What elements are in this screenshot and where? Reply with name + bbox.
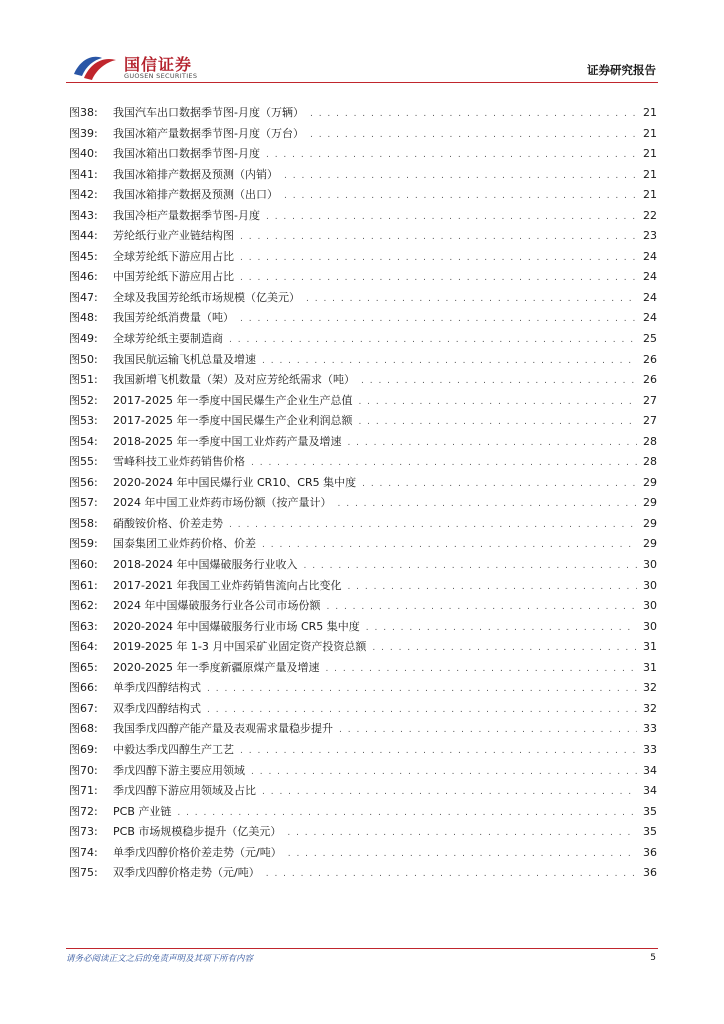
toc-entry-label: 图72:	[69, 804, 98, 818]
toc-leader-dots	[251, 767, 637, 777]
toc-leader-dots	[266, 212, 637, 222]
toc-entry-label: 图52:	[69, 393, 98, 407]
toc-leader-dots	[229, 520, 637, 530]
toc-entry[interactable]	[69, 659, 657, 680]
toc-entry[interactable]	[69, 309, 657, 330]
toc-entry-title[interactable]: 2019-2025 年 1-3 月中国采矿业固定资产投资总额	[113, 640, 367, 654]
toc-entry-title[interactable]: 我国民航运输飞机总量及增速	[113, 352, 256, 366]
toc-entry[interactable]	[69, 803, 657, 824]
toc-entry-title[interactable]: 芳纶纸行业产业链结构图	[113, 229, 234, 243]
toc-entry-label: 图38:	[69, 106, 98, 119]
toc-entry-page[interactable]: 25	[643, 332, 657, 346]
toc-entry-label: 图40:	[69, 147, 98, 161]
toc-entry-label: 图46:	[69, 270, 98, 284]
toc-entry-title[interactable]: 2018-2024 年中国爆破服务行业收入	[113, 558, 298, 572]
toc-entry-page[interactable]: 21	[643, 126, 657, 140]
toc-entry[interactable]	[69, 371, 657, 392]
toc-entry-page[interactable]: 31	[643, 660, 657, 674]
toc-entry-label: 图57:	[69, 496, 98, 510]
toc-entry[interactable]	[69, 700, 657, 721]
toc-entry[interactable]	[69, 597, 657, 618]
toc-entry-title[interactable]: PCB 市场规模稳步提升（亿美元）	[113, 825, 282, 839]
toc-entry-page[interactable]: 36	[643, 866, 657, 880]
toc-leader-dots	[372, 643, 637, 653]
toc-leader-dots	[207, 705, 637, 715]
toc-entry-page[interactable]: 29	[643, 475, 657, 489]
toc-entry-title[interactable]: 2020-2025 年一季度新疆原煤产量及增速	[113, 660, 320, 674]
toc-entry-label: 图39:	[69, 126, 98, 140]
toc-entry[interactable]	[69, 844, 657, 865]
toc-entry-page[interactable]: 21	[643, 167, 657, 181]
toc-entry-page[interactable]: 21	[643, 147, 657, 161]
toc-entry-page[interactable]: 21	[643, 188, 657, 202]
toc-entry-title[interactable]: 我国冰箱出口数据季节图-月度	[113, 147, 260, 161]
toc-entry[interactable]	[69, 104, 657, 125]
toc-leader-dots	[362, 479, 637, 489]
toc-entry[interactable]	[69, 577, 657, 598]
toc-entry-title[interactable]: 我国冰箱产量数据季节图-月度（万台）	[113, 126, 304, 140]
toc-entry-label: 图75:	[69, 866, 98, 880]
toc-leader-dots	[229, 335, 637, 345]
toc-entry-title[interactable]: 单季戊四醇价格价差走势（元/吨）	[113, 845, 282, 859]
toc-entry-title[interactable]: 2020-2024 年中国民爆行业 CR10、CR5 集中度	[113, 475, 357, 489]
toc-leader-dots	[310, 130, 637, 140]
toc-entry[interactable]	[69, 782, 657, 803]
toc-leader-dots	[240, 314, 637, 324]
page-number: 5	[650, 953, 656, 963]
toc-entry-title[interactable]: 我国冰箱排产数据及预测（出口）	[113, 188, 278, 202]
toc-entry-title[interactable]: 季戊四醇下游主要应用领域	[113, 763, 245, 777]
toc-entry-label: 图74:	[69, 845, 98, 859]
logo-text-en: GUOSEN SECURITIES	[124, 72, 198, 80]
toc-entry[interactable]	[69, 474, 657, 495]
toc-leader-dots	[306, 294, 637, 304]
toc-leader-dots	[266, 869, 637, 879]
toc-entry[interactable]	[69, 741, 657, 762]
toc-entry[interactable]	[69, 330, 657, 351]
toc-entry-page[interactable]: 34	[643, 763, 657, 777]
toc-entry-title[interactable]: 我国冷柜产量数据季节图-月度	[113, 208, 260, 222]
toc-entry-label: 图59:	[69, 537, 98, 551]
guosen-logo	[72, 52, 202, 84]
toc-entry-page[interactable]: 29	[643, 516, 657, 530]
guosen-logo-icon	[72, 52, 120, 82]
toc-leader-dots	[262, 787, 637, 797]
toc-entry[interactable]	[69, 618, 657, 639]
toc-entry[interactable]	[69, 268, 657, 289]
toc-entry-title[interactable]: 我国芳纶纸消费量（吨）	[113, 311, 234, 325]
toc-leader-dots	[325, 664, 637, 674]
logo-text-cn: 国信证券	[124, 55, 193, 74]
toc-entry-title[interactable]: 硝酸铵价格、价差走势	[113, 516, 223, 530]
toc-entry-title[interactable]: 我国冰箱排产数据及预测（内销）	[113, 167, 278, 181]
toc-entry-title[interactable]: 双季戊四醇结构式	[113, 701, 201, 715]
header-divider	[66, 82, 658, 83]
toc-leader-dots	[240, 273, 637, 283]
toc-entry-title[interactable]: 2024 年中国爆破服务行业各公司市场份额	[113, 599, 321, 613]
toc-leader-dots	[310, 109, 637, 119]
toc-entry-page[interactable]: 23	[643, 229, 657, 243]
toc-entry[interactable]	[69, 515, 657, 536]
toc-entry-page[interactable]: 26	[643, 352, 657, 366]
toc-leader-dots	[177, 808, 637, 818]
toc-entry-label: 图41:	[69, 167, 98, 181]
toc-entry-label: 图68:	[69, 722, 98, 736]
toc-entry-title[interactable]: 单季戊四醇结构式	[113, 681, 201, 695]
toc-entry[interactable]	[69, 556, 657, 577]
toc-entry[interactable]	[69, 823, 657, 844]
toc-entry[interactable]	[69, 248, 657, 269]
toc-leader-dots	[284, 191, 637, 201]
toc-leader-dots	[240, 232, 637, 242]
toc-entry-title[interactable]: 中毅达季戊四醇生产工艺	[113, 742, 234, 756]
toc-entry[interactable]	[69, 145, 657, 166]
toc-entry-page[interactable]: 26	[643, 373, 657, 387]
toc-entry-title[interactable]: 2017-2025 年一季度中国民爆生产企业生产总值	[113, 393, 353, 407]
toc-entry-label: 图71:	[69, 784, 98, 798]
toc-entry-title[interactable]: 雪峰科技工业炸药销售价格	[113, 455, 245, 469]
toc-entry-page[interactable]: 24	[643, 290, 657, 304]
toc-entry-label: 图55:	[69, 455, 98, 469]
toc-entry-title[interactable]: 全球芳纶纸下游应用占比	[113, 249, 234, 263]
toc-entry-page[interactable]: 30	[643, 558, 657, 572]
toc-entry-page[interactable]: 31	[643, 640, 657, 654]
toc-leader-dots	[251, 458, 637, 468]
toc-entry-page[interactable]: 32	[643, 681, 657, 695]
disclaimer-note: 请务必阅读正文之后的免责声明及其项下所有内容	[66, 954, 254, 964]
toc-entry-label: 图58:	[69, 516, 98, 530]
toc-entry-title[interactable]: 2020-2024 年中国爆破服务行业市场 CR5 集中度	[113, 619, 360, 633]
toc-entry-page[interactable]: 28	[643, 455, 657, 469]
toc-entry[interactable]	[69, 494, 657, 515]
toc-entry-label: 图64:	[69, 640, 98, 654]
toc-entry-page[interactable]: 30	[643, 619, 657, 633]
toc-entry-label: 图48:	[69, 311, 98, 325]
toc-leader-dots	[303, 561, 637, 571]
toc-entry-title[interactable]: 我国汽车出口数据季节图-月度（万辆）	[113, 106, 304, 119]
toc-entry-label: 图43:	[69, 208, 98, 222]
toc-entry-label: 图65:	[69, 660, 98, 674]
toc-leader-dots	[347, 582, 637, 592]
toc-entry[interactable]	[69, 166, 657, 187]
toc-entry[interactable]	[69, 864, 657, 885]
toc-leader-dots	[284, 171, 637, 181]
toc-entry-title[interactable]: 全球芳纶纸主要制造商	[113, 332, 223, 346]
toc-entry-label: 图62:	[69, 599, 98, 613]
toc-leader-dots	[358, 397, 637, 407]
toc-entry[interactable]	[69, 392, 657, 413]
toc-leader-dots	[262, 540, 637, 550]
toc-entry-title[interactable]: 2024 年中国工业炸药市场份额（按产量计）	[113, 496, 332, 510]
toc-entry-label: 图50:	[69, 352, 98, 366]
toc-entry-page[interactable]: 27	[643, 414, 657, 428]
toc-entry-title[interactable]: 国泰集团工业炸药价格、价差	[113, 537, 256, 551]
toc-entry-title[interactable]: 我国新增飞机数量（架）及对应芳纶纸需求（吨）	[113, 373, 355, 387]
toc-entry-page[interactable]: 33	[643, 722, 657, 736]
toc-entry-page[interactable]: 34	[643, 784, 657, 798]
toc-entry[interactable]	[69, 433, 657, 454]
toc-leader-dots	[327, 602, 638, 612]
toc-leader-dots	[240, 746, 637, 756]
toc-entry[interactable]	[69, 125, 657, 146]
toc-entry-label: 图51:	[69, 373, 98, 387]
toc-leader-dots	[339, 725, 637, 735]
toc-entry[interactable]	[69, 720, 657, 741]
toc-leader-dots	[266, 150, 637, 160]
toc-leader-dots	[358, 417, 637, 427]
toc-entry-label: 图61:	[69, 578, 98, 592]
toc-entry-label: 图67:	[69, 701, 98, 715]
toc-entry-title[interactable]: 我国季戊四醇产能产量及表观需求量稳步提升	[113, 722, 333, 736]
toc-entry-label: 图73:	[69, 825, 98, 839]
toc-entry-label: 图63:	[69, 619, 98, 633]
toc-entry-title[interactable]: PCB 产业链	[113, 804, 172, 818]
toc-entry-title[interactable]: 2018-2025 年一季度中国工业炸药产量及增速	[113, 434, 342, 448]
toc-entry-page[interactable]: 22	[643, 208, 657, 222]
toc-leader-dots	[287, 828, 637, 838]
toc-entry-page[interactable]: 36	[643, 845, 657, 859]
page-header	[0, 0, 724, 84]
toc-entry-page[interactable]: 28	[643, 434, 657, 448]
toc-entry-page[interactable]: 24	[643, 270, 657, 284]
toc-entry[interactable]	[69, 207, 657, 228]
toc-entry-label: 图49:	[69, 332, 98, 346]
footer-divider	[66, 948, 658, 949]
toc-entry[interactable]	[69, 453, 657, 474]
toc-entry-label: 图66:	[69, 681, 98, 695]
toc-leader-dots	[207, 684, 637, 694]
toc-entry-label: 图56:	[69, 475, 98, 489]
toc-entry-title[interactable]: 季戊四醇下游应用领域及占比	[113, 784, 256, 798]
toc-entry-label: 图70:	[69, 763, 98, 777]
toc-leader-dots	[262, 356, 637, 366]
toc-entry-label: 图44:	[69, 229, 98, 243]
toc-entry[interactable]	[69, 186, 657, 207]
toc-entry-page[interactable]: 24	[643, 311, 657, 325]
toc-entry[interactable]	[69, 412, 657, 433]
toc-entry[interactable]	[69, 535, 657, 556]
toc-entry-page[interactable]: 33	[643, 742, 657, 756]
toc-entry-page[interactable]: 30	[643, 599, 657, 613]
toc-entry-label: 图69:	[69, 742, 98, 756]
toc-entry[interactable]	[69, 638, 657, 659]
toc-entry-page[interactable]: 30	[643, 578, 657, 592]
figure-list	[69, 104, 657, 885]
report-type: 证券研究报告	[587, 63, 656, 77]
toc-entry[interactable]	[69, 227, 657, 248]
toc-leader-dots	[338, 499, 638, 509]
toc-entry-label: 图54:	[69, 434, 98, 448]
toc-entry-title[interactable]: 全球及我国芳纶纸市场规模（亿美元）	[113, 290, 300, 304]
toc-leader-dots	[240, 253, 637, 263]
toc-entry-label: 图53:	[69, 414, 98, 428]
toc-entry[interactable]	[69, 289, 657, 310]
toc-leader-dots	[361, 376, 637, 386]
toc-entry-title[interactable]: 中国芳纶纸下游应用占比	[113, 270, 234, 284]
toc-entry-page[interactable]: 24	[643, 249, 657, 263]
toc-entry-page[interactable]: 32	[643, 701, 657, 715]
toc-leader-dots	[347, 438, 637, 448]
toc-entry-page[interactable]: 35	[643, 804, 657, 818]
toc-entry-title[interactable]: 双季戊四醇价格走势（元/吨）	[113, 866, 260, 880]
toc-entry-label: 图47:	[69, 290, 98, 304]
toc-entry-page[interactable]: 27	[643, 393, 657, 407]
toc-leader-dots	[288, 849, 637, 859]
toc-entry-page[interactable]: 29	[643, 537, 657, 551]
toc-entry[interactable]	[69, 762, 657, 783]
toc-leader-dots	[366, 623, 637, 633]
toc-entry-page[interactable]: 21	[643, 106, 657, 119]
toc-entry-label: 图42:	[69, 188, 98, 202]
toc-entry[interactable]	[69, 679, 657, 700]
toc-entry-label: 图45:	[69, 249, 98, 263]
toc-entry-page[interactable]: 35	[643, 825, 657, 839]
toc-entry[interactable]	[69, 351, 657, 372]
toc-entry-title[interactable]: 2017-2021 年我国工业炸药销售流向占比变化	[113, 578, 342, 592]
toc-entry-page[interactable]: 29	[643, 496, 657, 510]
toc-entry-label: 图60:	[69, 558, 98, 572]
toc-entry-title[interactable]: 2017-2025 年一季度中国民爆生产企业利润总额	[113, 414, 353, 428]
